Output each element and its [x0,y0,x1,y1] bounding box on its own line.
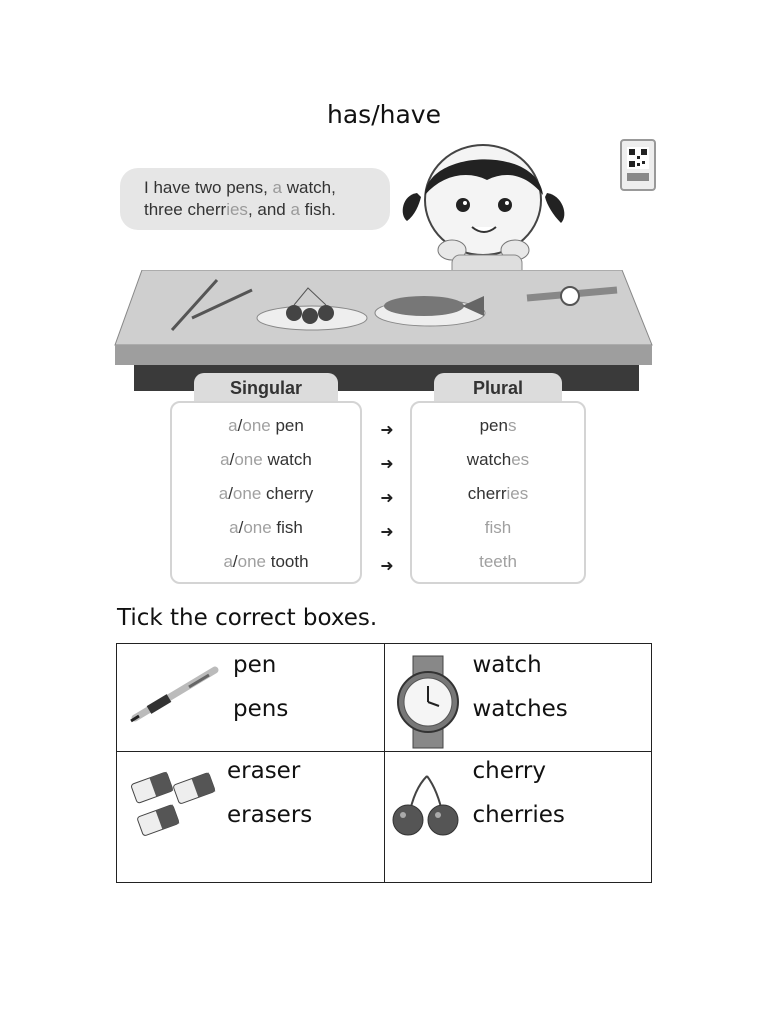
singular-row: a/one cherry [218,484,314,503]
arrow-icon: ➜ [380,454,394,473]
plural-row: fish [484,518,512,537]
bubble-text: watch, [282,178,336,197]
erasers-icon [129,768,219,838]
exercise-cell-pen [117,644,385,752]
arrow-column [372,413,402,583]
girl-illustration [397,135,577,285]
plural-row: cherries [467,484,529,503]
option-plural[interactable]: erasers [227,802,313,828]
plural-label: Plural [434,373,562,403]
bubble-article: a [272,178,282,197]
arrow-icon: ➜ [380,488,394,507]
plural-forms-box [410,401,586,584]
watch-icon [393,654,463,749]
singular-label: Singular [194,373,338,403]
bubble-ending: ies [226,200,248,219]
bubble-text: I have two pens, [144,178,273,197]
bubble-text: three cherr [144,200,227,219]
page-title: has/have [327,100,441,129]
exercise-instruction: Tick the correct boxes. [117,605,378,631]
bubble-text: fish. [299,200,336,219]
arrow-icon: ➜ [380,420,394,439]
cherries-icon [391,774,461,836]
plural-row: watches [466,450,530,469]
option-plural[interactable]: watches [472,696,568,722]
singular-row: a/one tooth [223,552,309,571]
bubble-text: , and [247,200,291,219]
option-plural[interactable]: cherries [472,802,565,828]
option-singular[interactable]: watch [472,652,542,678]
exercise-cell-cherry [384,752,652,883]
plural-row: teeth [479,552,517,571]
option-singular[interactable]: eraser [227,758,301,784]
plural-row: pens [479,416,517,435]
qr-code-icon [620,139,656,191]
exercise-cell-eraser [117,752,385,883]
singular-row: a/one pen [228,416,304,435]
option-singular[interactable]: pen [233,652,277,678]
bubble-article: a [290,200,300,219]
singular-row: a/one watch [220,450,312,469]
arrow-icon: ➜ [380,522,394,541]
pen-icon [129,662,221,724]
exercise-table [116,643,652,883]
singular-row: a/one fish [229,518,303,537]
option-plural[interactable]: pens [233,696,289,722]
singular-forms-box [170,401,362,584]
arrow-icon: ➜ [380,556,394,575]
option-singular[interactable]: cherry [472,758,546,784]
table-drawing [112,270,657,395]
speech-bubble [120,168,390,230]
exercise-cell-watch [384,644,652,752]
grammar-illustration [112,135,657,595]
